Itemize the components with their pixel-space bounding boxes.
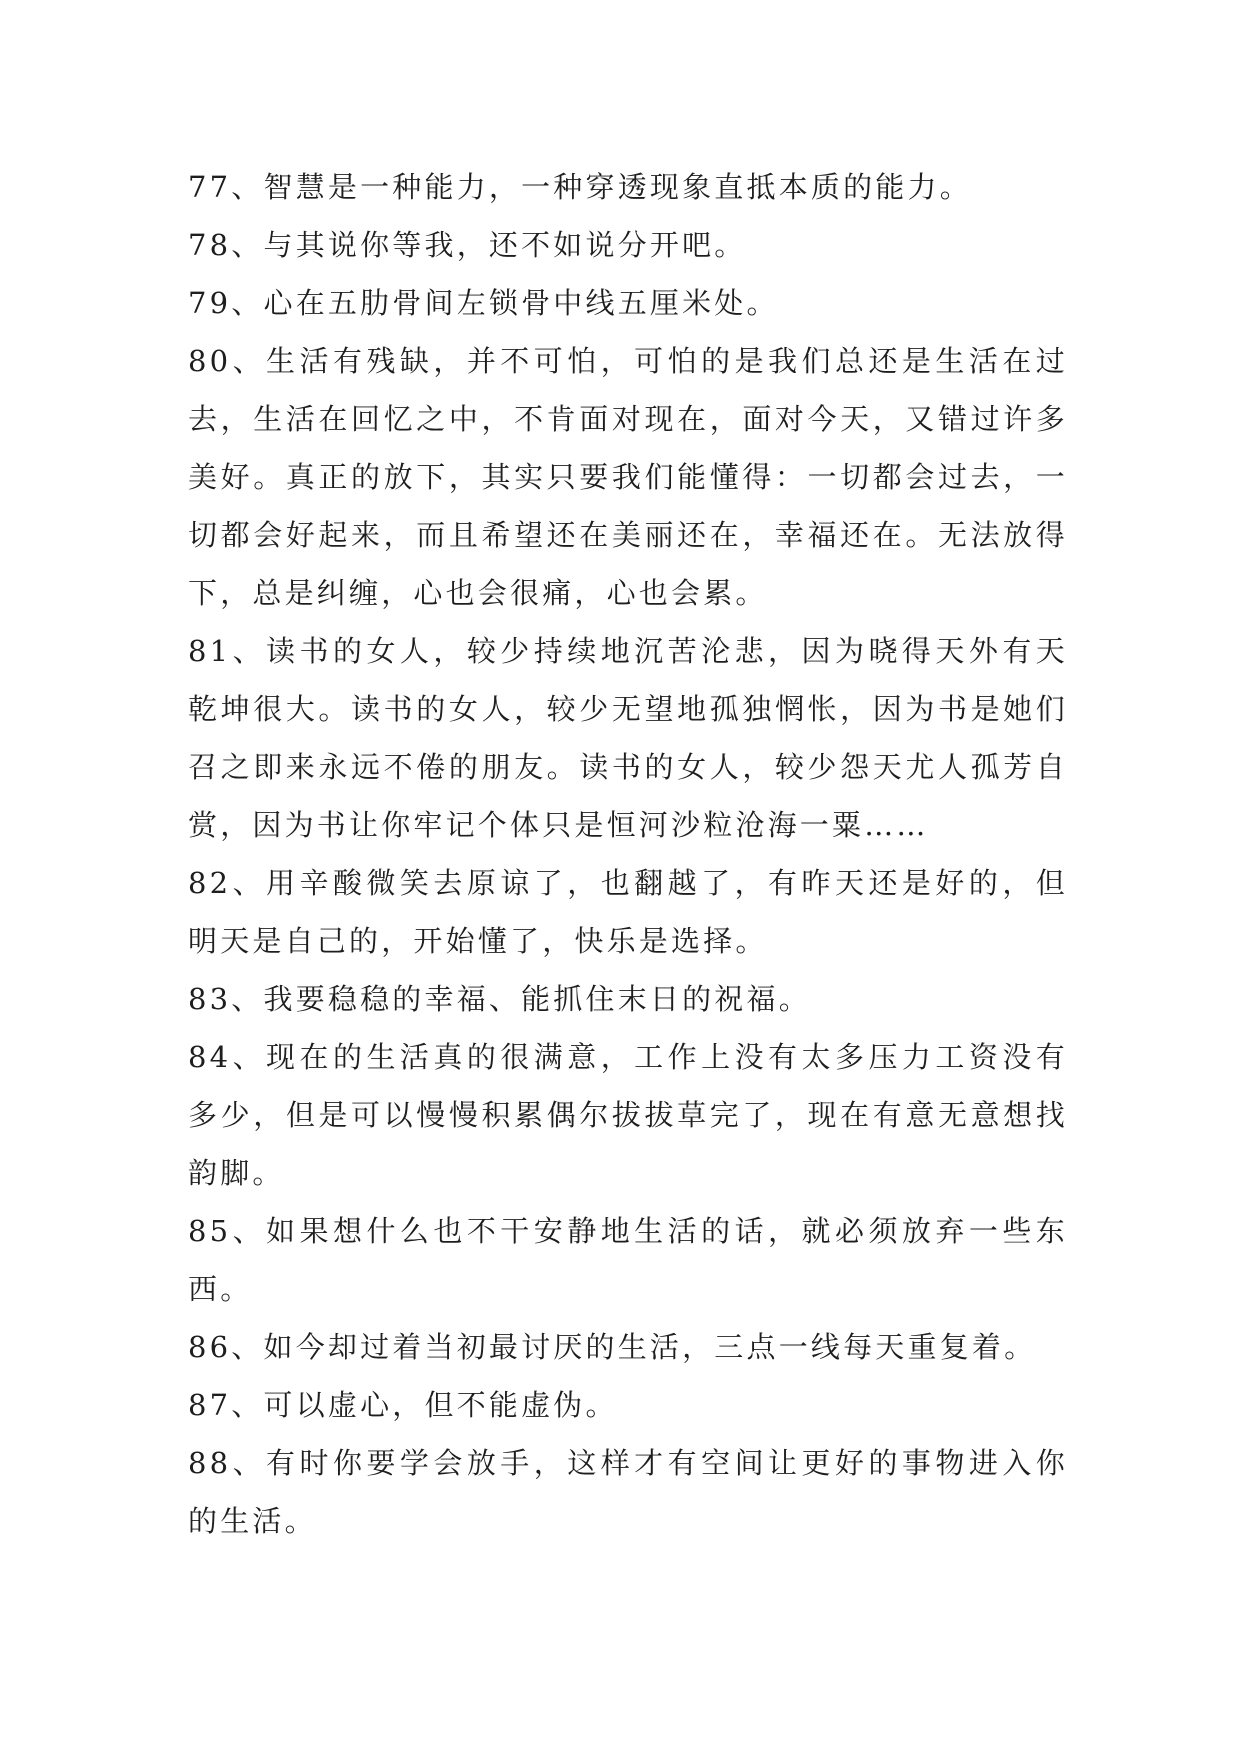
quote-83: 83、我要稳稳的幸福、能抓住末日的祝福。: [188, 982, 811, 1016]
quote-78: 78、与其说你等我，还不如说分开吧。: [188, 228, 747, 262]
quote-82: 82、用辛酸微笑去原谅了，也翻越了，有昨天还是好的，但明天是自己的，开始懂了，快乐是选择。: [188, 866, 1068, 958]
document-body: [188, 158, 1068, 1550]
quote-87: 87、可以虚心，但不能虚伪。: [188, 1388, 618, 1422]
quote-84: 84、现在的生活真的很满意，工作上没有太多压力工资没有多少，但是可以慢慢积累偶尔拔拔草完了，现在有意无意想找韵脚。: [188, 1040, 1068, 1190]
quote-80: 80、生活有残缺，并不可怕，可怕的是我们总还是生活在过去，生活在回忆之中，不肯面对现在，面对今天，又错过许多美好。真正的放下，其实只要我们能懂得：一切都会过去，一切都会好起来，而且希望还在美丽还在，幸福还在。无法放得下，总是纠缠，心也会很痛，心也会累。: [188, 344, 1068, 610]
quote-79: 79、心在五肋骨间左锁骨中线五厘米处。: [188, 286, 779, 320]
quote-77: 77、智慧是一种能力，一种穿透现象直抵本质的能力。: [188, 170, 972, 204]
quote-86: 86、如今却过着当初最讨厌的生活，三点一线每天重复着。: [188, 1330, 1037, 1364]
quote-88: 88、有时你要学会放手，这样才有空间让更好的事物进入你的生活。: [188, 1446, 1068, 1538]
quote-85: 85、如果想什么也不干安静地生活的话，就必须放弃一些东西。: [188, 1214, 1068, 1306]
quote-81: 81、读书的女人，较少持续地沉苦沦悲，因为晓得天外有天乾坤很大。读书的女人，较少无望地孤独惘怅，因为书是她们召之即来永远不倦的朋友。读书的女人，较少怨天尤人孤芳自赏，因为书让你牢记个体只是恒河沙粒沧海一粟……: [188, 634, 1068, 842]
